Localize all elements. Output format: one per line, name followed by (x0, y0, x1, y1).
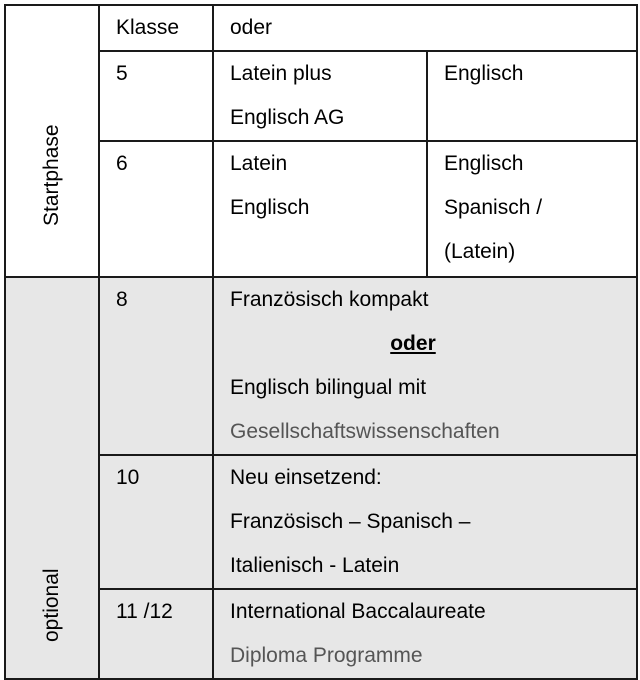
cell-line: Englisch (444, 62, 524, 85)
cell-line: International Baccalaureate (230, 600, 486, 623)
optional-cell (5, 277, 99, 679)
oder-header: oder (213, 5, 637, 51)
option-cell (213, 277, 637, 455)
cell-line: Französisch kompakt (230, 288, 429, 311)
cell-line: Französisch – Spanisch – (230, 510, 471, 533)
klasse-header: Klasse (99, 5, 213, 51)
cell-line: Latein (230, 152, 288, 175)
cell-line: Latein plus (230, 62, 332, 85)
right-option-cell (427, 141, 637, 277)
table-row (5, 141, 637, 277)
table-row (5, 589, 637, 679)
table-header-row (5, 5, 637, 51)
klasse-cell: 6 (99, 141, 213, 277)
cell-line: Englisch bilingual mit (230, 376, 427, 399)
option-cell (213, 589, 637, 679)
klasse-cell: 11 /12 (99, 589, 213, 679)
klasse-cell: 10 (99, 455, 213, 589)
cell-line: Italienisch - Latein (230, 554, 400, 577)
klasse-cell: 5 (99, 51, 213, 141)
cell-line: (Latein) (444, 240, 516, 263)
table-row (5, 455, 637, 589)
cell-line: Englisch AG (230, 106, 345, 129)
cell-line: Spanisch / (444, 196, 543, 219)
startphase-cell (5, 5, 99, 277)
cell-line: Diploma Programme (230, 644, 423, 667)
option-cell (213, 455, 637, 589)
table-row (5, 51, 637, 141)
language-sequence-table (4, 4, 638, 680)
startphase-label: Startphase (40, 124, 63, 226)
klasse-cell: 8 (99, 277, 213, 455)
right-option-cell (427, 51, 637, 141)
cell-line: Neu einsetzend: (230, 466, 382, 489)
cell-line: Englisch (230, 196, 310, 219)
cell-line: Gesellschaftswissenschaften (230, 420, 500, 443)
oder-emphasis: oder (390, 332, 436, 355)
left-option-cell (213, 51, 427, 141)
optional-label: optional (40, 568, 63, 642)
table-row (5, 277, 637, 455)
left-option-cell (213, 141, 427, 277)
cell-line: Englisch (444, 152, 524, 175)
